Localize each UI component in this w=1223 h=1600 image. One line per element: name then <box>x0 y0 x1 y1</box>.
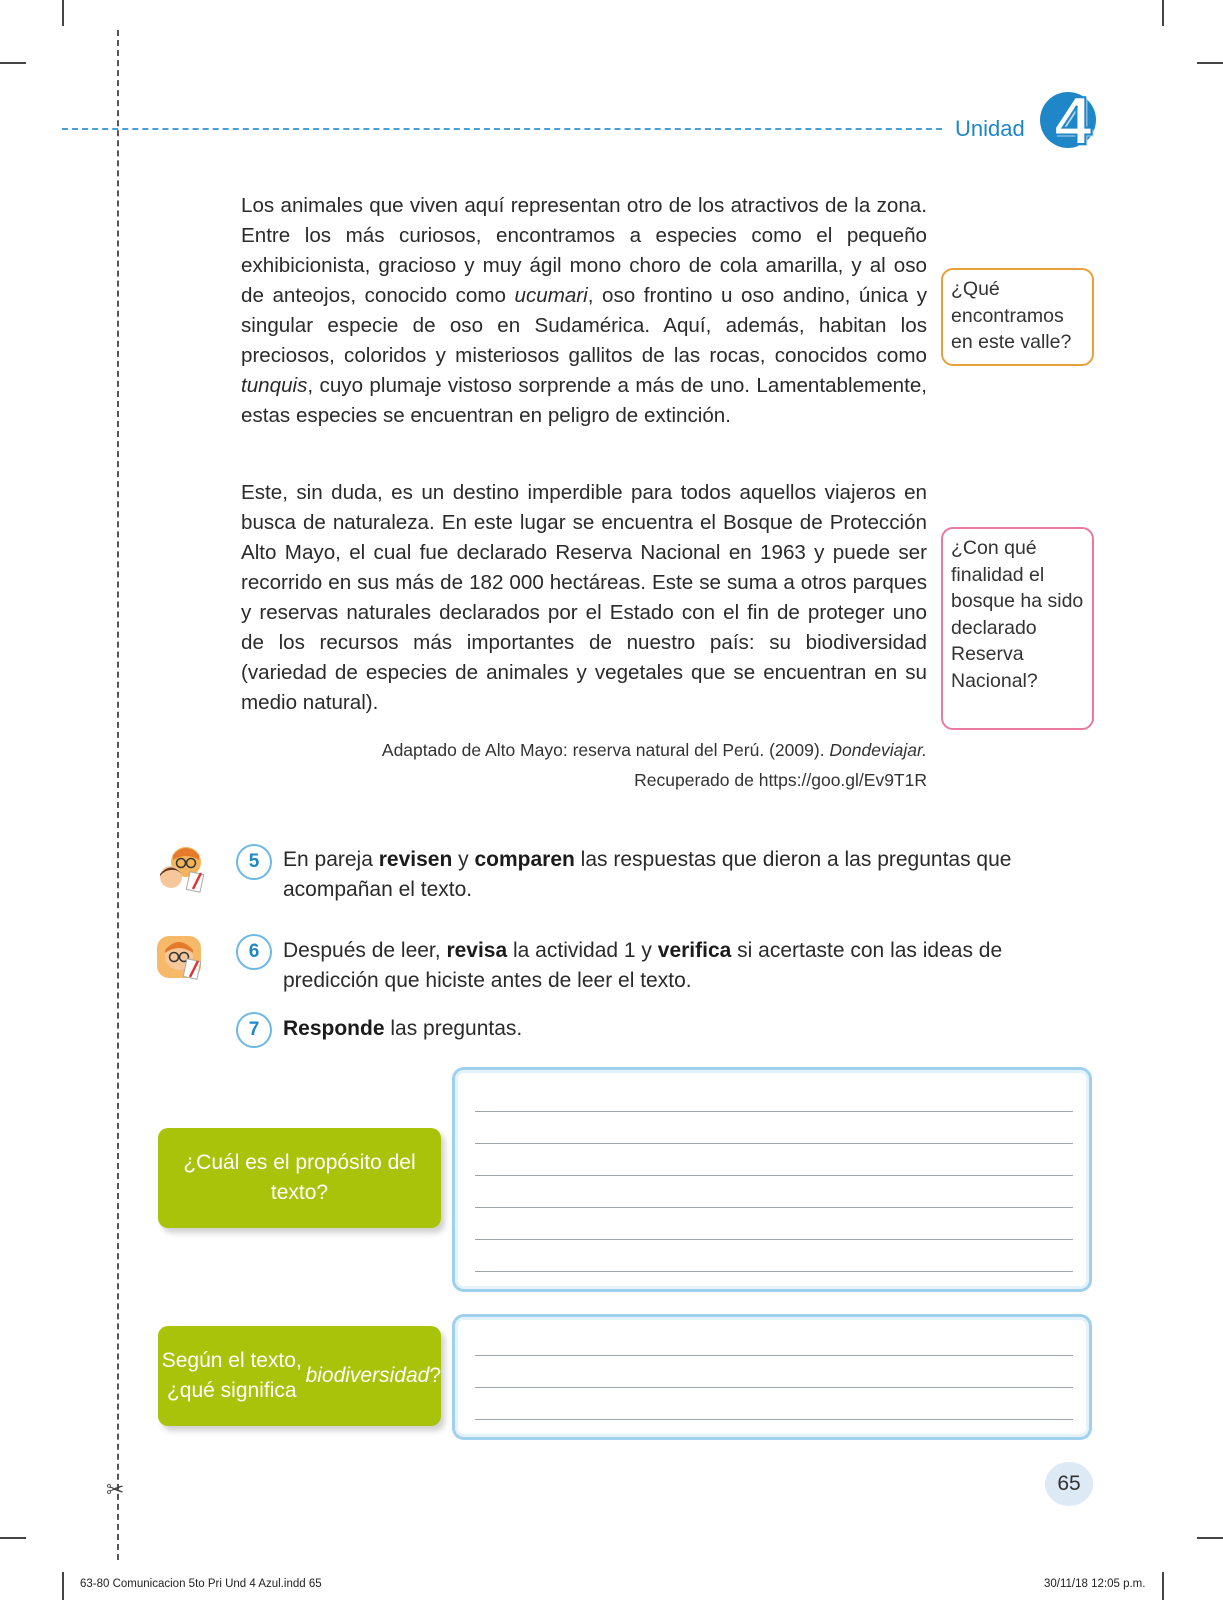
activity-6-text <box>283 936 1083 996</box>
header-dashed-line <box>62 128 942 130</box>
crop-mark <box>1162 1572 1164 1600</box>
answer-line[interactable] <box>475 1239 1073 1240</box>
text-run: si acertaste con las ideas de predicción que hiciste antes de leer el texto. <box>283 939 1003 992</box>
source-url: Recuperado de https://goo.gl/Ev9T1R <box>634 770 927 790</box>
crop-mark <box>0 62 26 64</box>
crop-mark <box>1197 62 1223 64</box>
italic-term: ucumari <box>514 284 588 307</box>
text-run: las respuestas que dieron a las preguntas que acompañan el texto. <box>283 848 1012 901</box>
text-run: las preguntas. <box>384 1017 523 1040</box>
answer-line[interactable] <box>475 1355 1073 1356</box>
crop-mark <box>62 0 64 26</box>
text-run: la actividad 1 y <box>507 939 658 962</box>
crop-mark <box>1197 1537 1223 1539</box>
bold-keyword: Responde <box>283 1017 385 1040</box>
source-text: Adaptado de Alto Mayo: reserva natural del Perú. (2009). <box>381 740 830 760</box>
crop-mark <box>62 1572 64 1600</box>
crop-mark <box>1162 0 1164 26</box>
text-run: , oso frontino u oso andino, única y singular especie de oso en Sudamérica. Aquí, además, habitan los preciosos, coloridos y misteriosos gallitos de las rocas, conocidos como <box>241 284 927 367</box>
side-question-2: ¿Con qué finalidad el bosque ha sido declarado Reserva Nacional? <box>941 527 1094 730</box>
italic-term: biodiversidad <box>305 1364 430 1387</box>
activity-5-text <box>283 845 1083 905</box>
bold-keyword: revisa <box>446 939 508 962</box>
scissors-icon: ✂ <box>106 1478 125 1503</box>
text-run: ¿Cuál es el propósito del texto? <box>183 1151 416 1204</box>
activity-number-7: 7 <box>236 1012 272 1048</box>
italic-term: tunquis <box>241 374 308 397</box>
answer-line[interactable] <box>475 1143 1073 1144</box>
unit-number: 4 <box>1054 83 1092 159</box>
side-question-1: ¿Qué encontramos en este valle? <box>941 268 1094 366</box>
answer-line[interactable] <box>475 1271 1073 1272</box>
bold-keyword: comparen <box>474 848 575 871</box>
question-box-biodiversity <box>158 1326 441 1426</box>
bold-keyword: verifica <box>657 939 732 962</box>
text-run: Según el texto, ¿qué significa <box>161 1349 302 1402</box>
reading-paragraph-1 <box>241 191 927 431</box>
footer-file-info: 63-80 Comunicacion 5to Pri Und 4 Azul.indd 65 <box>80 1578 322 1590</box>
text-run: , cuyo plumaje vistoso sorprende a más de uno. Lamentablemente, estas especies se encuentran en peligro de extinción. <box>241 374 927 427</box>
activity-number-5: 5 <box>236 844 272 880</box>
text-run: En pareja <box>283 848 379 871</box>
activity-number-6: 6 <box>236 934 272 970</box>
text-run: Después de leer, <box>283 939 447 962</box>
answer-line[interactable] <box>475 1111 1073 1112</box>
text-run: Los animales que viven aquí representan otro de los atractivos de la zona. Entre los más curiosos, encontramos a especies como el pequeño exhibicionista, gracioso y muy ágil mono choro de cola amarilla, y al oso de anteojos, conocido como <box>241 194 927 307</box>
page-number: 65 <box>1045 1462 1093 1506</box>
cut-line <box>117 30 119 1560</box>
answer-area-2[interactable] <box>452 1314 1092 1440</box>
question-box-purpose <box>158 1128 441 1228</box>
answer-line[interactable] <box>475 1207 1073 1208</box>
source-citation <box>300 735 927 765</box>
footer-timestamp: 30/11/18 12:05 p.m. <box>1044 1578 1146 1590</box>
pair-of-students-icon <box>155 843 205 893</box>
answer-line[interactable] <box>475 1175 1073 1176</box>
answer-line[interactable] <box>475 1387 1073 1388</box>
text-run: ? <box>429 1364 441 1387</box>
crop-mark <box>0 1537 26 1539</box>
student-reading-icon <box>155 932 205 982</box>
unit-label: Unidad <box>955 116 1025 141</box>
activity-7-text <box>283 1014 1083 1044</box>
source-site: Dondeviajar. <box>829 740 927 760</box>
answer-line[interactable] <box>475 1419 1073 1420</box>
text-run: y <box>452 848 475 871</box>
reading-paragraph-2: Este, sin duda, es un destino imperdible para todos aquellos viajeros en busca de naturaleza. En este lugar se encuentra el Bosque de Protección Alto Mayo, el cual fue declarado Reserva Nacional en 1963 y puede ser recorrido en sus más de 182 000 hectáreas. Este se suma a otros parques y reservas naturales declarados por el Estado con el fin de proteger uno de los recursos más importantes de nuestro país: su biodiversidad (variedad de especies de animales y vegetales que se encuentran en su medio natural). <box>241 481 927 714</box>
answer-area-1[interactable] <box>452 1067 1092 1292</box>
bold-keyword: revisen <box>378 848 453 871</box>
